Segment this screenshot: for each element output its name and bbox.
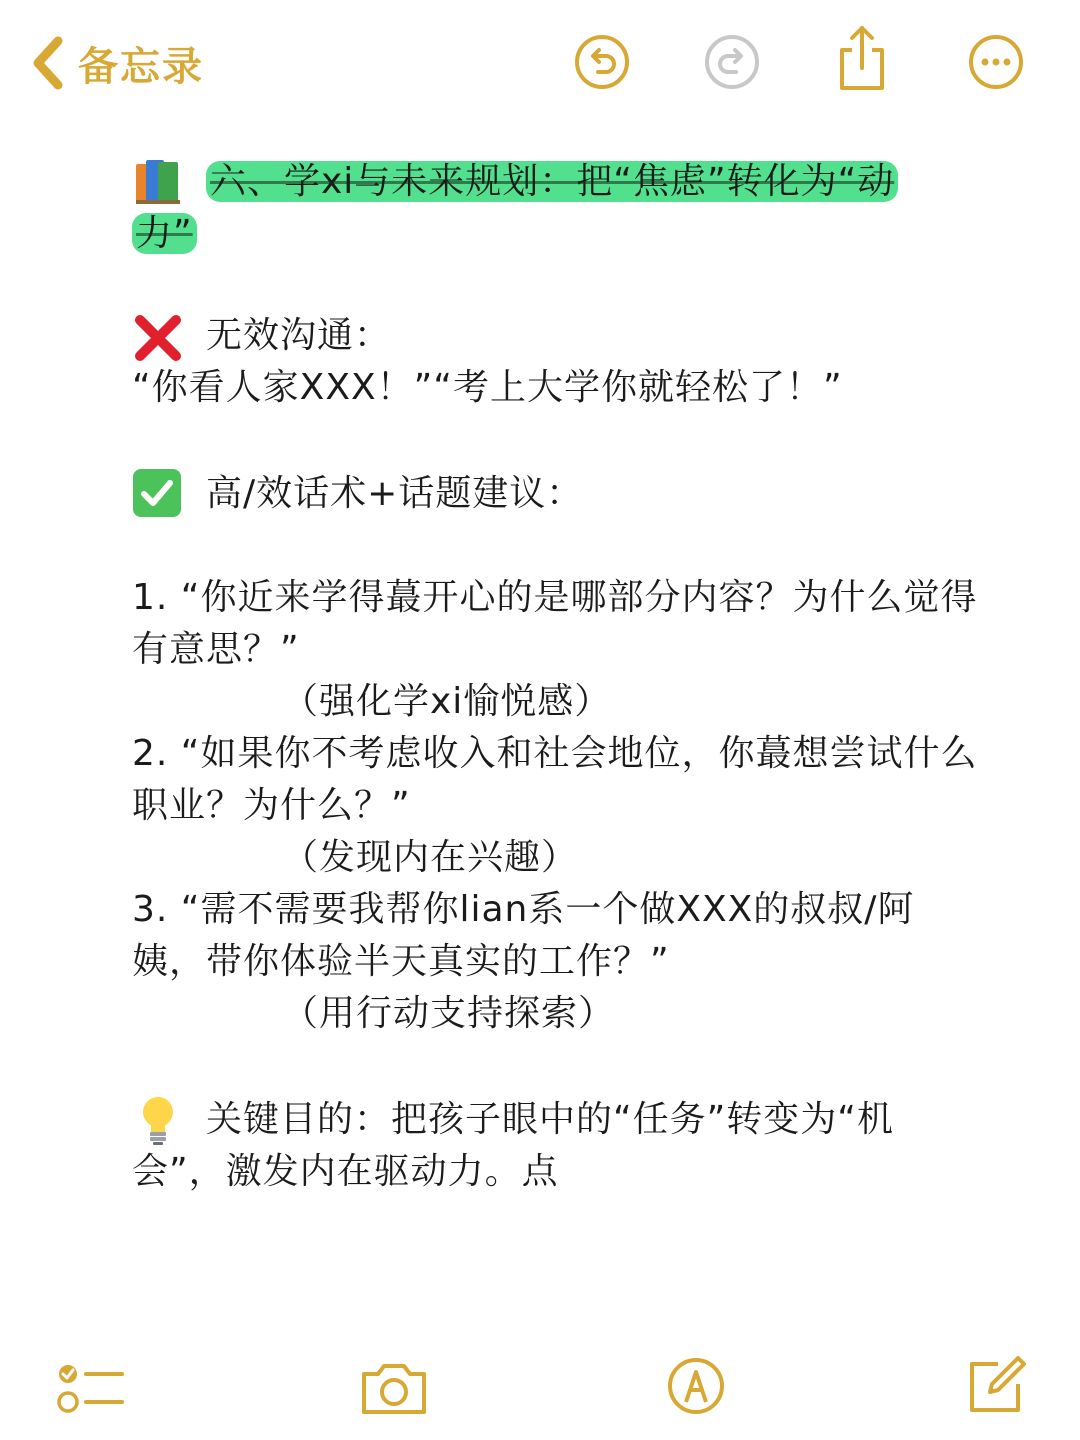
list-item-2-note: （发现内在兴趣） — [282, 837, 579, 878]
light-bulb-icon — [138, 1094, 178, 1146]
undo-button[interactable] — [572, 32, 632, 92]
books-icon — [132, 156, 184, 206]
camera-button[interactable] — [358, 1358, 430, 1418]
heading-highlight-2: 力” — [132, 213, 197, 254]
heading-line-2 — [132, 208, 197, 260]
key-line-1: 关键目的：把孩子眼中的“任务”转变为“机 — [206, 1099, 894, 1140]
navigation-bar — [0, 0, 1080, 130]
camera-icon — [358, 1358, 430, 1418]
list-item-2-line-1: 2. “如果你不考虑收入和社会地位，你蕞想尝试什么 — [132, 733, 978, 774]
share-icon — [832, 24, 892, 94]
markup-pen-icon — [666, 1356, 726, 1416]
invalid-title: 无效沟通： — [206, 315, 392, 356]
heading-line-1 — [206, 156, 898, 208]
checklist-icon — [56, 1358, 126, 1422]
list-item-1-line-2: 有意思？” — [132, 629, 300, 670]
redo-icon — [702, 32, 762, 92]
compose-button[interactable] — [964, 1354, 1028, 1418]
back-button[interactable] — [28, 30, 204, 96]
key-line-2: 会”，激发内在驱动力。点 — [132, 1151, 559, 1192]
check-mark-icon — [132, 468, 182, 518]
valid-title: 高/效话术+话题建议： — [206, 473, 584, 514]
list-item-3-note: （用行动支持探索） — [282, 993, 616, 1034]
back-label: 备忘录 — [78, 43, 204, 90]
cross-mark-icon — [134, 314, 182, 362]
more-button[interactable] — [966, 32, 1026, 92]
chevron-left-icon — [28, 33, 68, 93]
redo-button[interactable] — [702, 32, 762, 92]
list-item-1-note: （强化学xi愉悦感） — [282, 681, 612, 722]
heading-highlight: 六、学xi与未来规划：把“焦虑”转化为“动 — [206, 161, 898, 202]
list-item-2-line-2: 职业？为什么？” — [132, 785, 411, 826]
list-item-3-line-1: 3. “需不需要我帮你lian系一个做XXX的叔叔/阿 — [132, 889, 915, 930]
share-button[interactable] — [832, 24, 892, 94]
list-item-1-line-1: 1. “你近来学得蕞开心的是哪部分内容？为什么觉得 — [132, 577, 978, 618]
markup-button[interactable] — [666, 1356, 726, 1416]
list-item-3-line-2: 姨，带你体验半天真实的工作？” — [132, 941, 670, 982]
undo-icon — [572, 32, 632, 92]
invalid-examples: “你看人家XXX！”“考上大学你就轻松了！” — [132, 367, 843, 408]
checklist-button[interactable] — [56, 1358, 126, 1422]
bottom-toolbar — [0, 1340, 1080, 1440]
compose-icon — [964, 1354, 1028, 1418]
more-icon — [966, 32, 1026, 92]
